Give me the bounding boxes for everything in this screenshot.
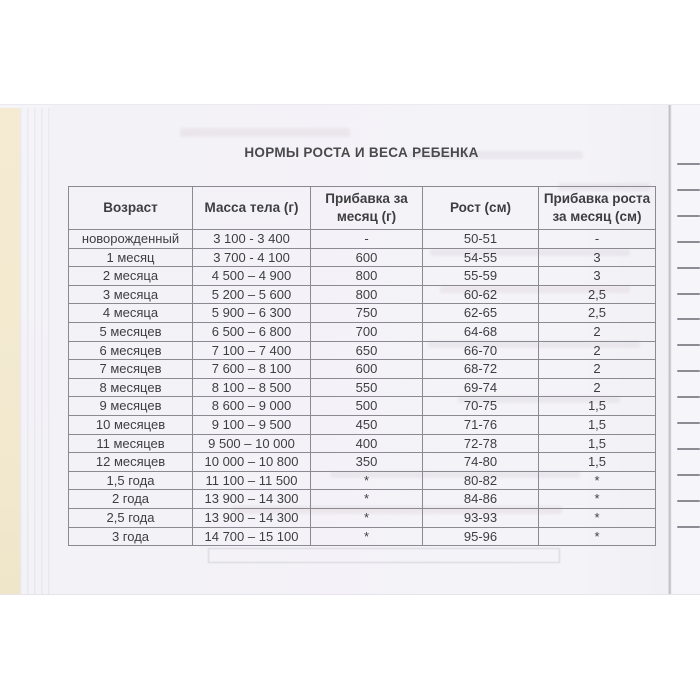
table-cell: 3 bbox=[539, 267, 656, 286]
table-cell: 1 месяц bbox=[69, 248, 193, 267]
table-cell: 6 500 – 6 800 bbox=[193, 322, 311, 341]
table-row bbox=[69, 397, 656, 416]
table-cell: 2 bbox=[539, 360, 656, 379]
table-cell: 3 года bbox=[69, 527, 193, 546]
table-cell: 5 месяцев bbox=[69, 322, 193, 341]
ruled-line bbox=[677, 215, 700, 217]
table-cell: 11 месяцев bbox=[69, 434, 193, 453]
ruled-line bbox=[677, 422, 700, 424]
table-cell: 9 100 – 9 500 bbox=[193, 415, 311, 434]
ruled-line bbox=[677, 344, 700, 346]
table-row bbox=[69, 471, 656, 490]
table-cell: 2 bbox=[539, 322, 656, 341]
table-row bbox=[69, 508, 656, 527]
table-cell: 750 bbox=[311, 304, 423, 323]
table-row bbox=[69, 378, 656, 397]
table-cell: 10 000 – 10 800 bbox=[193, 453, 311, 472]
table-row bbox=[69, 360, 656, 379]
table-cell: новорожденный bbox=[69, 230, 193, 249]
ruled-line bbox=[677, 318, 700, 320]
table-cell: 500 bbox=[311, 397, 423, 416]
table-cell: 74-80 bbox=[423, 453, 539, 472]
table-cell: 55-59 bbox=[423, 267, 539, 286]
table-cell: 2 года bbox=[69, 490, 193, 509]
table-cell: 600 bbox=[311, 248, 423, 267]
table-cell: 400 bbox=[311, 434, 423, 453]
table-cell: 70-75 bbox=[423, 397, 539, 416]
table-row bbox=[69, 304, 656, 323]
ruled-line bbox=[677, 189, 700, 191]
table-cell: 50-51 bbox=[423, 230, 539, 249]
table-cell: 13 900 – 14 300 bbox=[193, 508, 311, 527]
table-row bbox=[69, 248, 656, 267]
table-cell: 62-65 bbox=[423, 304, 539, 323]
table-cell: 9 месяцев bbox=[69, 397, 193, 416]
table-cell: 80-82 bbox=[423, 471, 539, 490]
table-row bbox=[69, 267, 656, 286]
table-cell: 7 600 – 8 100 bbox=[193, 360, 311, 379]
table-cell: 2,5 bbox=[539, 285, 656, 304]
table-cell: * bbox=[539, 490, 656, 509]
table-cell: 12 месяцев bbox=[69, 453, 193, 472]
table-cell: 3 700 - 4 100 bbox=[193, 248, 311, 267]
table-cell: * bbox=[539, 508, 656, 527]
table-cell: 8 600 – 9 000 bbox=[193, 397, 311, 416]
table-cell: 10 месяцев bbox=[69, 415, 193, 434]
table-cell: 1,5 года bbox=[69, 471, 193, 490]
table-cell: 4 500 – 4 900 bbox=[193, 267, 311, 286]
stacked-page-edges bbox=[20, 108, 50, 594]
table-cell: 60-62 bbox=[423, 285, 539, 304]
table-cell: 14 700 – 15 100 bbox=[193, 527, 311, 546]
col-header-age: Возраст bbox=[69, 187, 193, 230]
table-cell: 2 bbox=[539, 378, 656, 397]
col-header-height: Рост (см) bbox=[423, 187, 539, 230]
table-cell: 2 месяца bbox=[69, 267, 193, 286]
ruled-line bbox=[677, 267, 700, 269]
table-cell: 650 bbox=[311, 341, 423, 360]
table-cell: 84-86 bbox=[423, 490, 539, 509]
table-row bbox=[69, 322, 656, 341]
table-cell: 550 bbox=[311, 378, 423, 397]
table-cell: - bbox=[311, 230, 423, 249]
table-row bbox=[69, 434, 656, 453]
ruled-line bbox=[677, 396, 700, 398]
growth-weight-table bbox=[68, 186, 656, 546]
table-cell: 64-68 bbox=[423, 322, 539, 341]
table-cell: 66-70 bbox=[423, 341, 539, 360]
table-cell: 3 100 - 3 400 bbox=[193, 230, 311, 249]
table-cell: 1,5 bbox=[539, 397, 656, 416]
ruled-line bbox=[677, 448, 700, 450]
book-edge-cream-strip bbox=[0, 108, 20, 594]
ruled-line bbox=[677, 370, 700, 372]
table-cell: 2,5 bbox=[539, 304, 656, 323]
ruled-line bbox=[677, 474, 700, 476]
ruled-line bbox=[677, 293, 700, 295]
table-cell: * bbox=[539, 471, 656, 490]
table-cell: 95-96 bbox=[423, 527, 539, 546]
table-cell: 68-72 bbox=[423, 360, 539, 379]
table-cell: * bbox=[311, 471, 423, 490]
ruled-line bbox=[677, 526, 700, 528]
table-cell: - bbox=[539, 230, 656, 249]
table-cell: 9 500 – 10 000 bbox=[193, 434, 311, 453]
table-cell: 11 100 – 11 500 bbox=[193, 471, 311, 490]
table-cell: 2,5 года bbox=[69, 508, 193, 527]
table-cell: 8 месяцев bbox=[69, 378, 193, 397]
table-cell: * bbox=[539, 527, 656, 546]
table-row bbox=[69, 490, 656, 509]
col-header-monthly-gain: Прибавка за месяц (г) bbox=[311, 187, 423, 230]
table-cell: 350 bbox=[311, 453, 423, 472]
table-cell: 600 bbox=[311, 360, 423, 379]
table-row bbox=[69, 527, 656, 546]
table-cell: 54-55 bbox=[423, 248, 539, 267]
table-header-row bbox=[69, 187, 656, 230]
table-cell: 1,5 bbox=[539, 415, 656, 434]
table-cell: 5 900 – 6 300 bbox=[193, 304, 311, 323]
table-cell: 3 bbox=[539, 248, 656, 267]
table-row bbox=[69, 230, 656, 249]
table-cell: 2 bbox=[539, 341, 656, 360]
table-cell: 800 bbox=[311, 267, 423, 286]
table-cell: 7 месяцев bbox=[69, 360, 193, 379]
table-cell: 450 bbox=[311, 415, 423, 434]
ruled-line bbox=[677, 241, 700, 243]
table-cell: * bbox=[311, 508, 423, 527]
col-header-height-gain: Прибавка роста за месяц (см) bbox=[539, 187, 656, 230]
table-cell: * bbox=[311, 490, 423, 509]
table-cell: 7 100 – 7 400 bbox=[193, 341, 311, 360]
table-cell: 93-93 bbox=[423, 508, 539, 527]
table-row bbox=[69, 285, 656, 304]
col-header-body-mass: Масса тела (г) bbox=[193, 187, 311, 230]
ruled-line bbox=[677, 500, 700, 502]
table-cell: 72-78 bbox=[423, 434, 539, 453]
table-cell: 1,5 bbox=[539, 453, 656, 472]
table-row bbox=[69, 415, 656, 434]
table-row bbox=[69, 453, 656, 472]
table-cell: 3 месяца bbox=[69, 285, 193, 304]
table-cell: 700 bbox=[311, 322, 423, 341]
table-cell: 13 900 – 14 300 bbox=[193, 490, 311, 509]
table-cell: * bbox=[311, 527, 423, 546]
table-row bbox=[69, 341, 656, 360]
table-cell: 800 bbox=[311, 285, 423, 304]
page-title: НОРМЫ РОСТА И ВЕСА РЕБЕНКА bbox=[244, 145, 479, 160]
table-cell: 1,5 bbox=[539, 434, 656, 453]
next-page bbox=[672, 105, 700, 594]
table-cell: 6 месяцев bbox=[69, 341, 193, 360]
table-cell: 4 месяца bbox=[69, 304, 193, 323]
table-cell: 8 100 – 8 500 bbox=[193, 378, 311, 397]
table-cell: 69-74 bbox=[423, 378, 539, 397]
table-cell: 5 200 – 5 600 bbox=[193, 285, 311, 304]
table-cell: 71-76 bbox=[423, 415, 539, 434]
ruled-line bbox=[677, 163, 700, 165]
